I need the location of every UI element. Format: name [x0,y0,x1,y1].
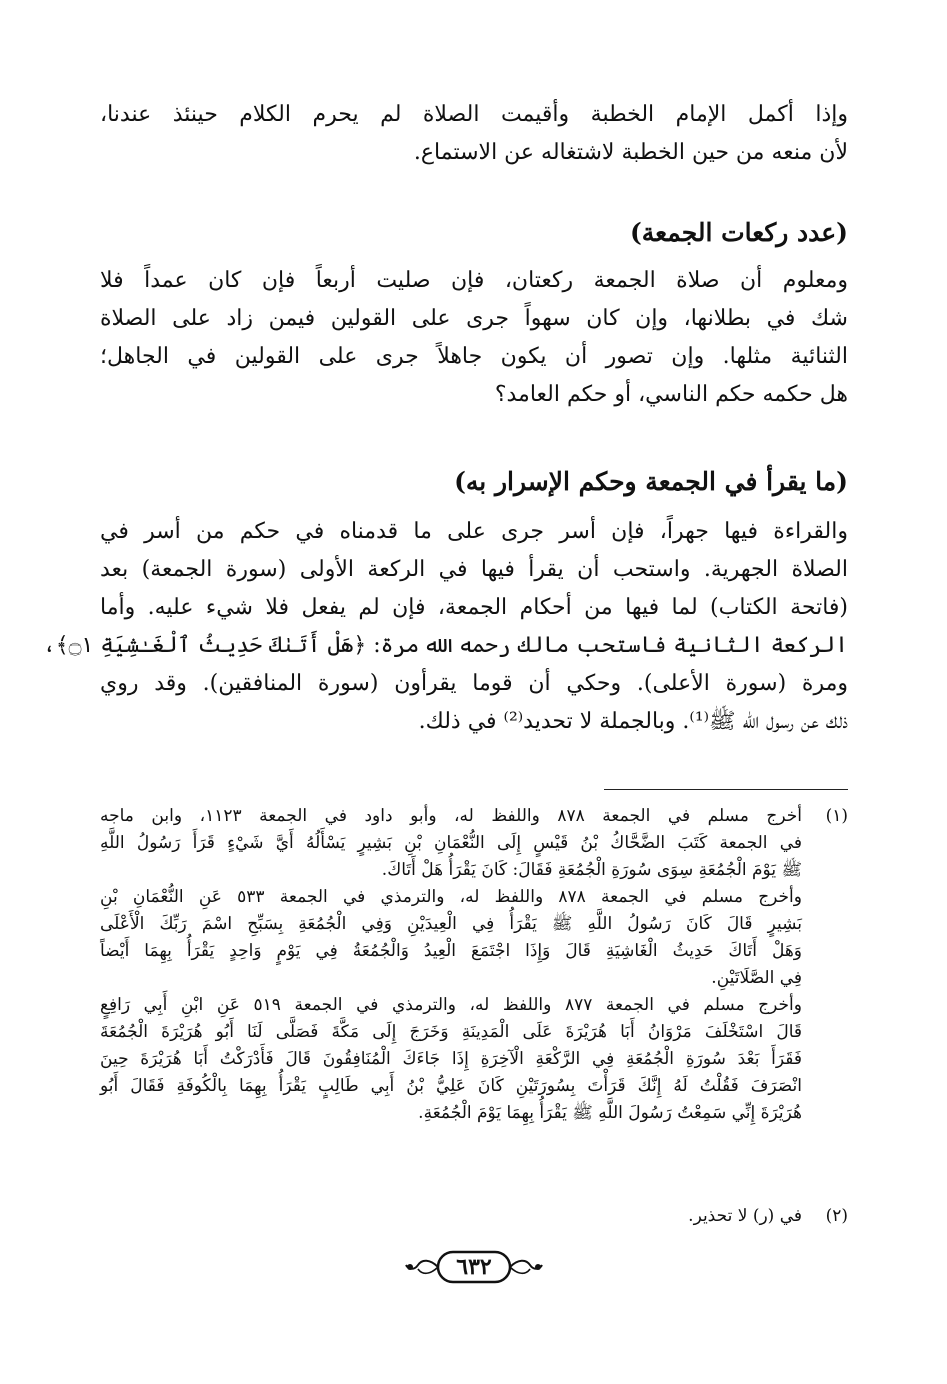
text-line: الثنائية مثلها. وإن تصور أن يكون جاهلاً جرى على القولين في الجاهل؛ [100,344,848,369]
footnote-2 [100,1203,848,1230]
footnote-separator [604,789,848,790]
text-line: شك في بطلانها، وإن كان سهواً جرى على القولين فيمن زاد على الصلاة [100,306,848,331]
footnote-line: انْصَرَفَ فَقُلْتُ لَهُ إِنَّكَ قَرَأْتَ بِسُورَتَيْنِ كَانَ عَلِيُّ بْنُ أَبِي طَالِبٍ يَقْرَأُ بِهِمَا بِالْكُوفَةِ فَقَالَ أَبُو [100,1076,802,1096]
footnote-number: (٢) [825,1206,848,1226]
footnote-line: ﷺ يَوْمَ الْجُمُعَةِ سِوَى سُورَةِ الْجُمُعَةِ فَقَالَ: كَانَ يَقْرَأُ هَلْ أَتَاكَ. [381,860,802,880]
footnote-number: (١) [825,806,848,826]
section-heading-friday-rakahs: (عدد ركعات الجمعة) [629,218,848,247]
text-line: لأن منعه من حين الخطبة لاشتغاله عن الاستماع. [413,140,848,165]
paragraph-friday-recitation [42,513,848,741]
footnote-line: بَشِيرٍ قَالَ كَانَ رَسُولُ اللَّهِ ﷺ يَقْرَأُ فِي الْعِيدَيْنِ وَفِي الْجُمُعَةِ بِسَبِّحِ اسْمَ رَبِّكَ الْأَعْلَى [100,914,802,934]
footnote-line: فِي الصَّلَاتَيْنِ. [711,968,802,988]
text-line: الركعة الثانية فاستحب مالك رحمه الله مرة: ﴿هَلْ أَتَىٰكَ حَدِيثُ ٱلْغَـٰشِيَةِ ۝١﴾، [42,633,848,658]
footnote-line: قَالَ اسْتَخْلَفَ مَرْوَانُ أَبَا هُرَيْرَةَ عَلَى الْمَدِينَةِ وَخَرَجَ إِلَى مَكَّةَ فَصَلَّى لَنَا أَبُو هُرَيْرَةَ الْجُمُعَةَ [100,1022,802,1042]
footnote-line: وَهَلْ أَتَاكَ حَدِيثُ الْغَاشِيَةِ قَالَ وَإِذَا اجْتَمَعَ الْعِيدُ وَالْجُمُعَةُ فِي يَوْمٍ وَاحِدٍ يَقْرَأُ بِهِمَا أَيْضاً [100,941,802,961]
paragraph-1 [100,96,848,172]
footnote-line: وأخرج مسلم في الجمعة ٨٧٨ واللفظ له، والترمذي في الجمعة ٥٣٣ عَنِ النُّعْمَانِ بْنِ [100,887,802,907]
paragraph-friday-rakahs [100,262,848,414]
text-line: ذلك عن رسول الله ﷺ⁽¹⁾. وبالجملة لا تحديد⁽²⁾ في ذلك. [418,709,848,734]
footnote-line: هُرَيْرَةَ إِنِّي سَمِعْتُ رَسُولَ اللَّهِ ﷺ يَقْرَأُ بِهِمَا يَوْمَ الْجُمُعَةِ. [418,1103,802,1123]
page-number: ٦٣٢ [456,1254,492,1280]
text-line: والقراءة فيها جهراً، فإن أسر جرى على ما قدمناه في حكم من أسر في [100,519,848,544]
footnote-line: فَقَرَأَ بَعْدَ سُورَةِ الْجُمُعَةِ فِي الرَّكْعَةِ الْآخِرَةِ إِذَا جَاءَكَ الْمُنَافِقُونَ قَالَ فَأَدْرَكْتُ أَبَا هُرَيْرَةَ حِينَ [100,1049,802,1069]
text-line: هل حكمه حكم الناسي، أو حكم العامد؟ [494,382,848,407]
footnote-body [100,1203,802,1230]
text-line: وإذا أكمل الإمام الخطبة وأقيمت الصلاة لم يحرم الكلام حينئذ عندنا، [100,102,848,127]
footnote-line: في (ر) لا تحذير. [688,1206,802,1226]
text-line: (فاتحة الكتاب) لما فيها من أحكام الجمعة، فإن لم يفعل فلا شيء عليه. وأما [100,595,848,620]
text-line: الصلاة الجهرية. واستحب أن يقرأ فيها في الركعة الأولى (سورة الجمعة) بعد [100,557,848,582]
text-line: ومعلوم أن صلاة الجمعة ركعتان، فإن صليت أربعاً فإن كان عمداً فلا [100,268,848,293]
page-number-ornament [404,1247,544,1287]
footnote-line: وأخرج مسلم في الجمعة ٨٧٧ واللفظ له، والترمذي في الجمعة ٥١٩ عَنِ ابْنِ أَبِي رَافِعٍ [100,995,802,1015]
footnote-body [100,803,802,1127]
text-line: ومرة (سورة الأعلى). وحكي أن قوما يقرأون (سورة المنافقين). وقد روي [100,671,848,696]
footnote-line: في الجمعة كَتَبَ الضَّحَّاكُ بْنُ قَيْسٍ إِلَى النُّعْمَانِ بْنِ بَشِيرٍ يَسْأَلُهُ أَيَّ شَيْءٍ قَرَأَ رَسُولُ اللَّهِ [100,833,802,853]
footnote-1 [100,803,848,1127]
section-heading-friday-recitation: (ما يقرأ في الجمعة وحكم الإسرار به) [454,467,848,496]
footnote-line: أخرج مسلم في الجمعة ٨٧٨ واللفظ له، وأبو داود في الجمعة ١١٢٣، وابن ماجه [100,806,803,826]
